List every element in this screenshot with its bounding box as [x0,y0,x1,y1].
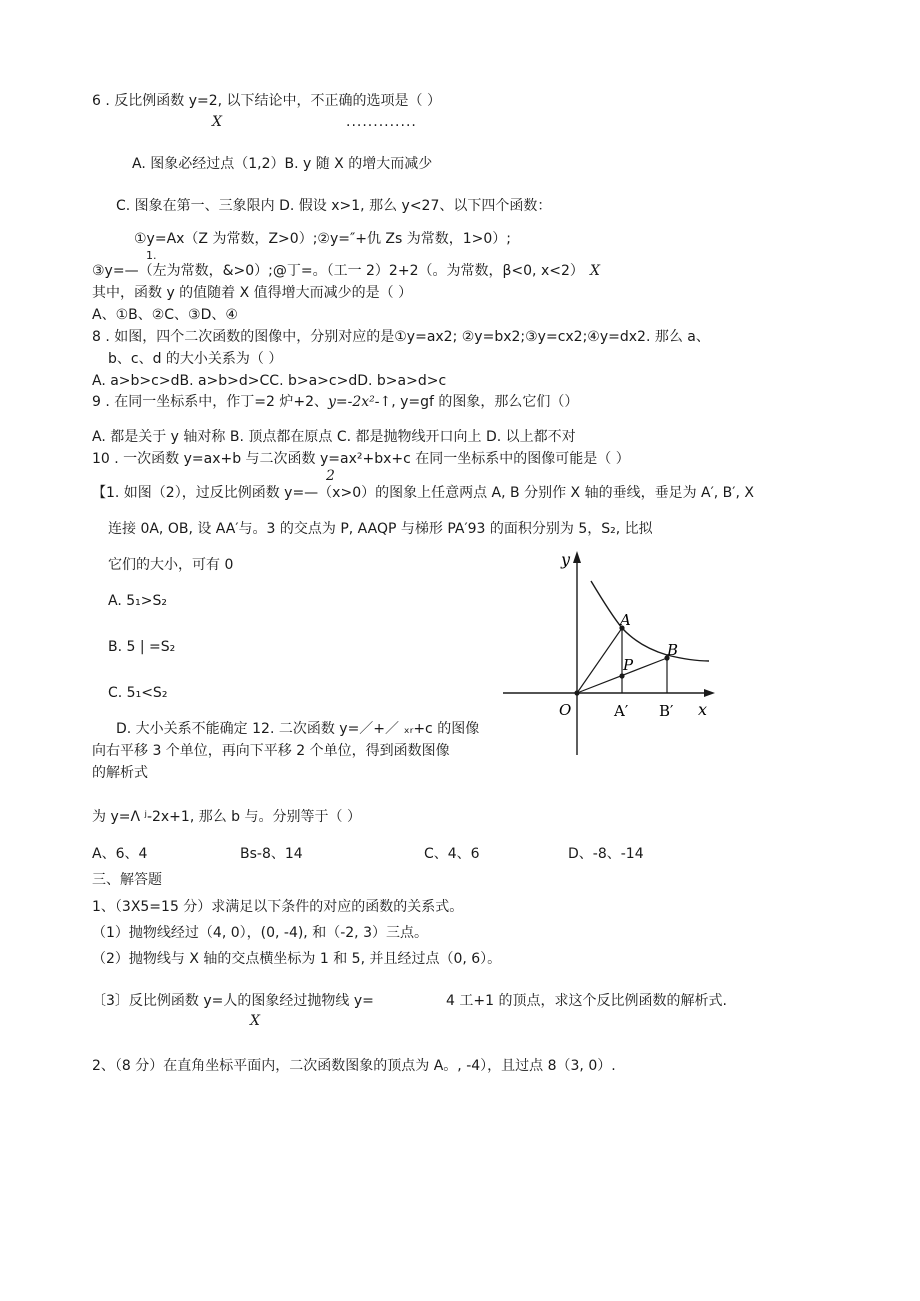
q11-stem-line2: 连接 0A, OB, 设 AA′与。3 的交点为 P, AAQP 与梯形 PA′93 的面积分别为 5，S₂, 比拟 [108,521,653,537]
q10-stem: 10 . 一次函数 y=ax+b 与二次函数 y=ax²+bx+c 在同一坐标系中的图像可能是（ ） [92,451,630,467]
q11-option-d-line1: D. 大小关系不能确定 12. 二次函数 y=／+／ ₓᵣ+c 的图像 [116,721,480,737]
q11-option-d-line3: 的解析式 [92,765,148,781]
q11-option-b: B. 5 | =S₂ [108,639,176,655]
point-p-label: P [623,656,634,674]
y-axis-label: y [561,550,571,569]
q7-functions-3-4: ③y=—（左为常数，&>0）;@丁=。（工一 2）2+2（。为常数，β<0, x<2） [92,263,584,279]
q9-stem-part1: 9 . 在同一坐标系中，作丁=2 炉+2、 [92,394,328,410]
q6-options-cd: C. 图象在第一、三象限内 D. 假设 x>1, 那么 y<27、以下四个函数： [116,198,552,214]
part3-problem1-sub3-right: 4 工+1 的顶点，求这个反比例函数的解析式. [446,993,727,1009]
q7-fraction-top: 1. [146,249,157,262]
q8-options: A. a>b>c>dB. a>b>d>CC. b>a>c>dD. b>a>d>c [92,373,447,389]
segment-oa [577,628,622,693]
point-o [574,690,579,695]
q11-stem-line3: 它们的大小，可有 0 [108,557,234,573]
q6-stem: 6 . 反比例函数 y=2, 以下结论中，不正确的选项是（ ） [92,93,441,109]
point-b-label: B [667,641,679,659]
q11-option-c: C. 5₁<S₂ [108,685,168,701]
q6-options-ab: A. 图象必经过点（1,2）B. y 随 X 的增大而减少 [132,156,433,172]
part3-problem1-sub3-denominator: X [250,1013,260,1029]
q6-denominator: X [212,114,222,130]
x-axis-label: x [698,700,708,719]
q9-stem-italic: y=-2x²-↑ [327,394,392,410]
part3-problem1-sub1: （1）抛物线经过（4, 0），(0, -4), 和（-2, 3）三点。 [92,925,428,941]
q12-stem: 为 y=Λ ʲ-2x+1, 那么 b 与。分别等于（ ） [92,809,361,825]
y-axis-arrow-icon [573,551,581,563]
b-prime-label: B′ [659,702,674,720]
x-axis-arrow-icon [704,689,715,697]
part3-problem2: 2、（8 分）在直角坐标平面内，二次函数图象的顶点为 A。, -4），且过点 8（3, 0）. [92,1058,616,1074]
q11-fraction-top: 2 [326,468,335,484]
q9-stem-part2: , y=gf 的图象，那么它们（） [391,394,579,410]
q11-option-a: A. 5₁>S₂ [108,593,167,609]
q11-option-d-line2: 向右平移 3 个单位，再向下平移 2 个单位，得到函数图像 [92,743,450,759]
q7-stem: 其中，函数 y 的值随着 X 值得增大而减少的是（ ） [92,285,413,301]
q7-options: A、①B、②C、③D、④ [92,307,238,323]
q12-option-c: C、4、6 [424,846,480,862]
part3-problem1: 1、（3X5=15 分）求满足以下条件的对应的函数的关系式。 [92,899,464,915]
q12-option-b: Bs-8、14 [240,846,303,862]
part3-problem1-sub3-left: 〔3〕反比例函数 y=人的图象经过抛物线 y= [92,993,374,1009]
q9-options: A. 都是关于 y 轴对称 B. 顶点都在原点 C. 都是抛物线开口向上 D. 以上都不对 [92,429,576,445]
q9-stem [92,393,578,411]
origin-label: O [559,701,572,719]
q12-option-a: A、6、4 [92,846,148,862]
q11-stem-line1: 【1. 如图（2），过反比例函数 y=—（x>0）的图象上任意两点 A, B 分别作 X 轴的垂线，垂足为 A′, B′, X [92,485,754,501]
point-p [619,673,624,678]
q8-stem-line1: 8 . 如图，四个二次函数的图像中，分别对应的是①y=ax2; ②y=bx2;③y=cx2;④y=dx2. 那么 a、 [92,329,710,345]
q8-stem-line2: b、c、d 的大小关系为（ ） [108,351,283,367]
part3-problem1-sub2: （2）抛物线与 X 轴的交点横坐标为 1 和 5, 并且经过点（0, 6）。 [92,951,502,967]
q6-emphasis-dots: ............. [346,114,417,130]
hyperbola-curve [591,581,709,661]
q7-functions-tail: X [590,263,600,279]
point-a-label: A [620,611,631,629]
inverse-function-figure [495,545,725,760]
q7-functions-1-2: ①y=Ax（Z 为常数，Z>0）;②y=″+仇 Zs 为常数，1>0）; [134,231,511,247]
a-prime-label: A′ [614,702,629,720]
part3-heading: 三、解答题 [92,872,162,888]
q12-option-d: D、-8、-14 [568,846,644,862]
